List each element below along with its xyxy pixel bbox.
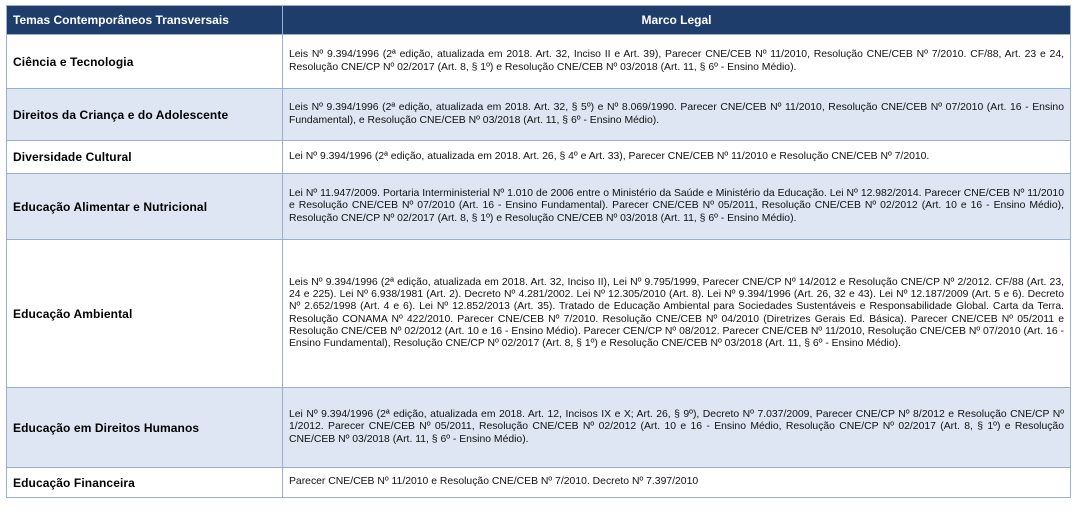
theme-cell: Ciência e Tecnologia: [7, 35, 283, 89]
header-theme: Temas Contemporâneos Transversais: [7, 6, 283, 35]
theme-cell: Direitos da Criança e do Adolescente: [7, 89, 283, 141]
table-row: [7, 35, 1071, 89]
legal-cell: Lei Nº 9.394/1996 (2ª edição, atualizada em 2018. Art. 26, § 4º e Art. 33), Parecer CNE/CEB Nº 11/2010 e Resolução CNE/CEB Nº 7/2010.: [283, 141, 1071, 174]
table-row: [7, 174, 1071, 240]
table-row: [7, 89, 1071, 141]
legal-cell: Leis Nº 9.394/1996 (2ª edição, atualizada em 2018. Art. 32, § 5º) e Nº 8.069/1990. Parecer CNE/CEB Nº 11/2010, Resolução CNE/CEB Nº 07/2010 (Art. 16 - Ensino Fundamental), e Resolução CNE/CEB Nº 03/2018 (Art. 11, § 6º - Ensino Médio).: [283, 89, 1071, 141]
theme-cell: Educação Ambiental: [7, 240, 283, 388]
table-row: [7, 141, 1071, 174]
legal-cell: Leis Nº 9.394/1996 (2ª edição, atualizada em 2018. Art. 32, Inciso II e Art. 39), Parecer CNE/CEB Nº 11/2010, Resolução CNE/CEB Nº 7/2010. CF/88, Art. 23 e 24, Resolução CNE/CP Nº 02/2017 (Art. 8, § 1º) e Resolução CNE/CEB Nº 03/2018 (Art. 11, § 6º - Ensino Médio).: [283, 35, 1071, 89]
theme-cell: Diversidade Cultural: [7, 141, 283, 174]
table-row: [7, 468, 1071, 498]
legal-framework-table-container: [6, 5, 1070, 498]
header-legal-framework: Marco Legal: [283, 6, 1071, 35]
legal-cell: Lei Nº 11.947/2009. Portaria Interministerial Nº 1.010 de 2006 entre o Ministério da Saúde e Ministério da Educação. Lei Nº 12.982/2014. Parecer CNE/CEB Nº 11/2010 e Resolução CNE/CEB Nº 07/2010 (Art. 16 - Ensino Fundamental). Parecer CNE/CEB Nº 05/2011, Resolução CNE/CEB Nº 02/2012 (Art. 10 e 16 - Ensino Médio), Resolução CNE/CP Nº 02/2017 (Art. 8, § 1º) e Resolução CNE/CEB Nº 03/2018 (Art. 11, § 6º - Ensino Médio).: [283, 174, 1071, 240]
legal-framework-table: [6, 5, 1071, 498]
table-row: [7, 240, 1071, 388]
theme-cell: Educação Financeira: [7, 468, 283, 498]
legal-cell: Lei Nº 9.394/1996 (2ª edição, atualizada em 2018. Art. 12, Incisos IX e X; Art. 26, § 9º), Decreto Nº 7.037/2009, Parecer CNE/CP Nº 8/2012 e Resolução CNE/CP Nº 1/2012. Parecer CNE/CEB Nº 05/2011, Resolução CNE/CEB Nº 02/2012 (Art. 10 e 16 - Ensino Médio, Resolução CNE/CP Nº 02/2017 (Art. 8, § 1º) e Resolução CNE/CEB Nº 03/2018 (Art. 11, § 6º - Ensino Médio).: [283, 388, 1071, 468]
table-row: [7, 388, 1071, 468]
theme-cell: Educação Alimentar e Nutricional: [7, 174, 283, 240]
legal-cell: Leis Nº 9.394/1996 (2ª edição, atualizada em 2018. Art. 32, Inciso II), Lei Nº 9.795/1999, Parecer CNE/CP Nº 14/2012 e Resolução CNE/CP Nº 2/2012. CF/88 (Art. 23, 24 e 225). Lei Nº 6.938/1981 (Art. 2). Decreto Nº 4.281/2002. Lei Nº 12.305/2010 (Art. 8). Lei Nº 9.394/1996 (Art. 26, 32 e 43). Lei Nº 12.187/2009 (Art. 5 e 6). Decreto Nº 2.652/1998 (Art. 4 e 6). Lei Nº 12.852/2013 (Art. 35). Tratado de Educação Ambiental para Sociedades Sustentáveis e Responsabilidade Global. Carta da Terra. Resolução CONAMA Nº 422/2010. Parecer CNE/CEB Nº 7/2010. Resolução CNE/CEB Nº 04/2010 (Diretrizes Gerais Ed. Básica). Parecer CNE/CEB Nº 05/2011 e Resolução CNE/CEB Nº 02/2012 (Art. 10 e 16 - Ensino Médio). Parecer CEN/CP Nº 08/2012. Parecer CNE/CEB Nº 11/2010, Resolução CNE/CEB Nº 07/2010 (Art. 16 - Ensino Fundamental), Resolução CNE/CP Nº 02/2017 (Art. 8, § 1º) e Resolução CNE/CEB Nº 03/2018 (Art. 11, § 6º - Ensino Médio).: [283, 240, 1071, 388]
table-header-row: [7, 6, 1071, 35]
legal-cell: Parecer CNE/CEB Nº 11/2010 e Resolução CNE/CEB Nº 7/2010. Decreto Nº 7.397/2010: [283, 468, 1071, 498]
theme-cell: Educação em Direitos Humanos: [7, 388, 283, 468]
